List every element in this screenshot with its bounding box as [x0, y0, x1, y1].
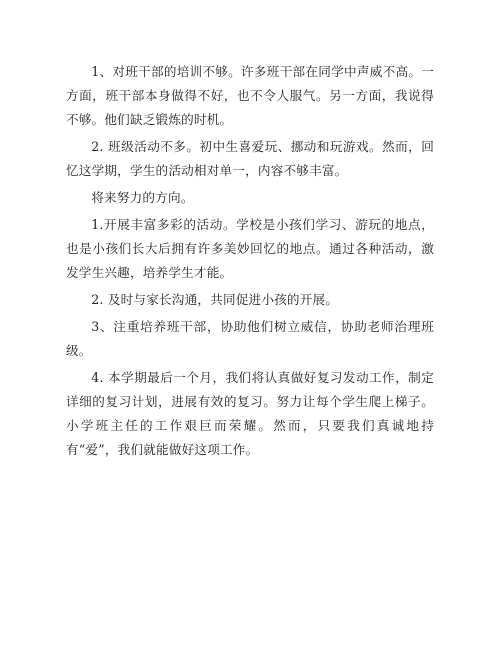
document-body	[66, 60, 434, 465]
paragraph-future-direction-heading: 将来努力的方向。	[91, 190, 194, 205]
paragraph-activities-shortcoming: 2. 班级活动不多。初中生喜爱玩、挪动和玩游戏。然而，回忆这学期，学生的活动相对单一，内容不够丰富。	[66, 139, 434, 178]
paragraph-rich-activities: 1.开展丰富多彩的活动。学校是小孩们学习、游玩的地点，也是小孩们长大后拥有许多美妙回忆的地点。通过各种活动，激发学生兴趣，培养学生才能。	[66, 217, 434, 280]
paragraph-review-plan: 4. 本学期最后一个月，我们将认真做好复习发动工作，制定详细的复习计划，进展有效的复习。努力让每个学生爬上梯子。小学班主任的工作艰巨而荣耀。然而，只要我们真诚地持有“爱”，我们就能做好这项工作。	[66, 370, 434, 457]
paragraph-cadre-training: 3、注重培养班干部，协助他们树立威信，协助老师治理班级。	[66, 319, 434, 358]
paragraph-parent-communication: 2. 及时与家长沟通，共同促进小孩的开展。	[91, 292, 339, 307]
paragraph-training-shortcoming: 1、对班干部的培训不够。许多班干部在同学中声威不高。一方面，班干部本身做得不好，也不令人服气。另一方面，我说得不够。他们缺乏锻炼的时机。	[66, 64, 434, 127]
